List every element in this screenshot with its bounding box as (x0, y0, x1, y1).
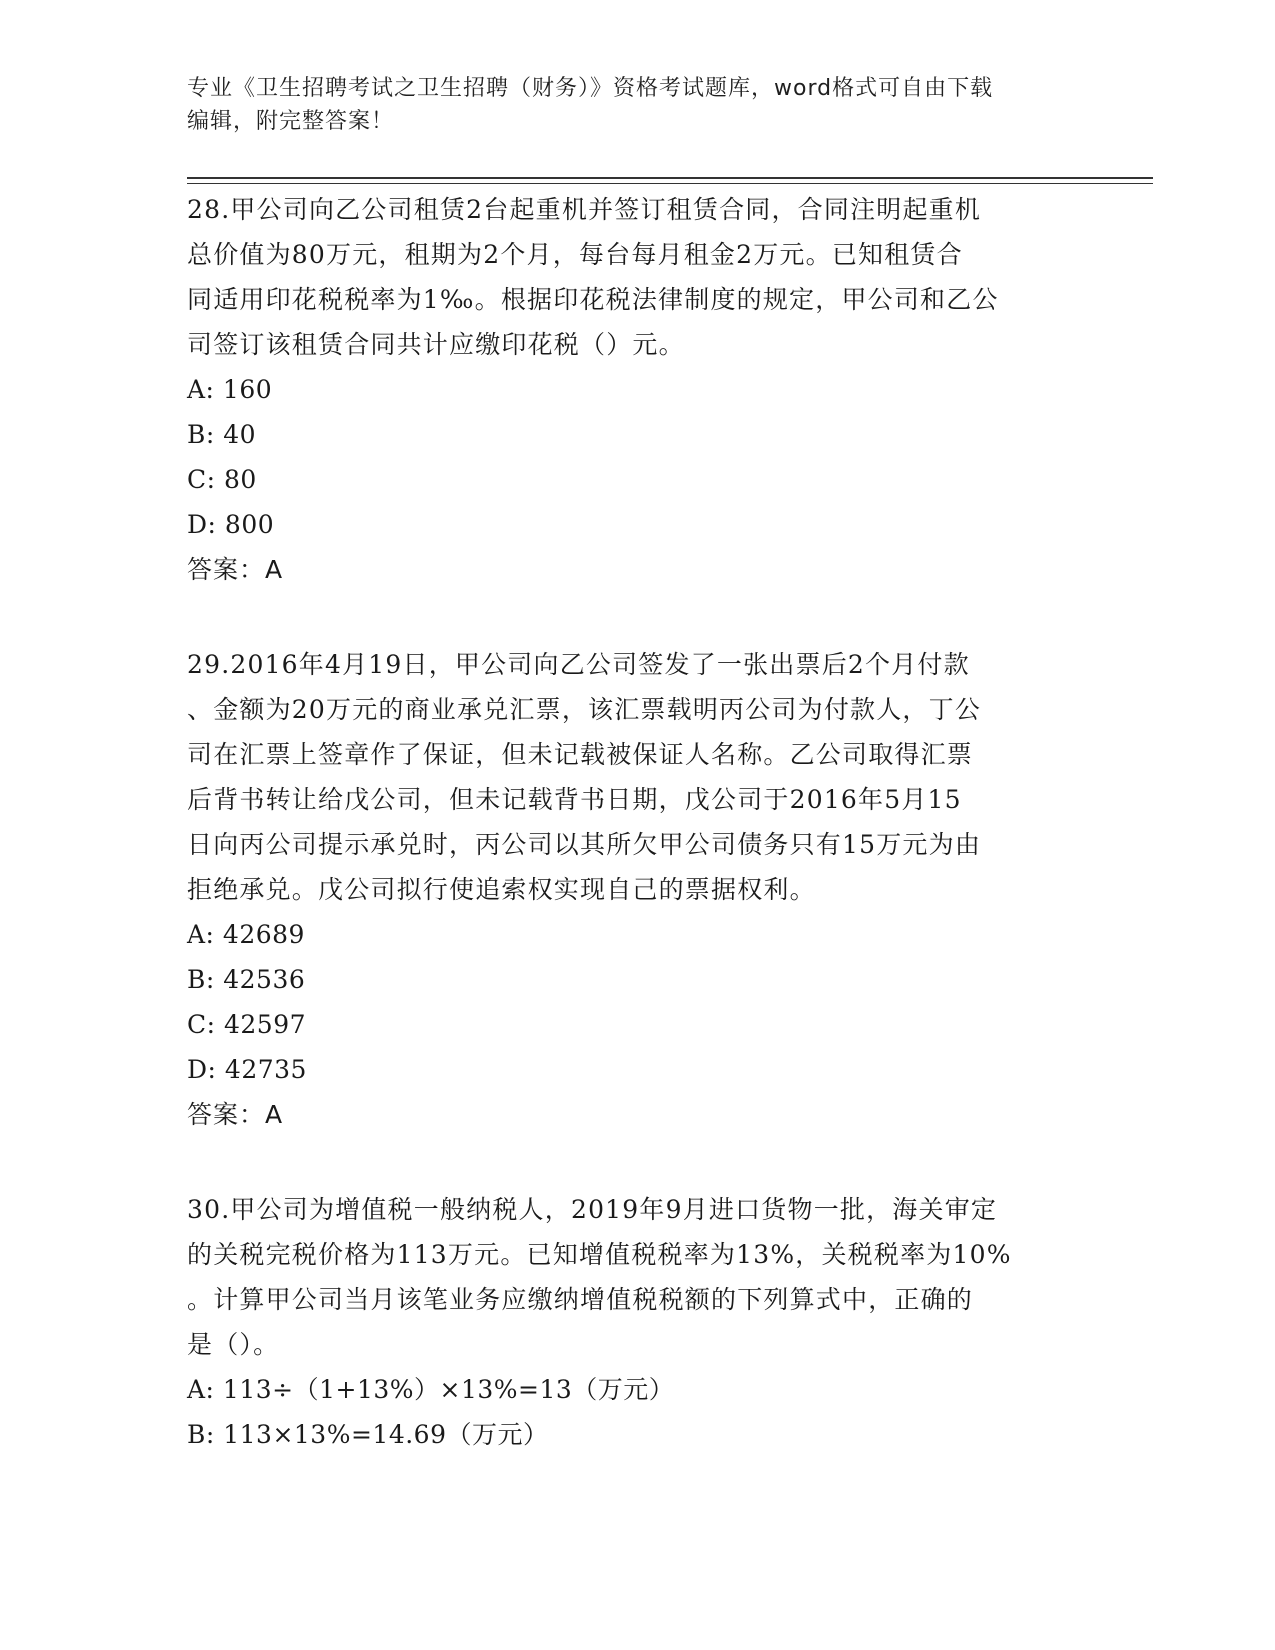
question-29-line-2: 、金额为20万元的商业承兑汇票，该汇票载明丙公司为付款人，丁公 (187, 695, 982, 724)
question-28-answer: 答案：A (187, 555, 284, 584)
question-29-option-d: D: 42735 (187, 1055, 307, 1084)
question-28-line-3: 同适用印花税税率为1‰。根据印花税法律制度的规定，甲公司和乙公 (187, 285, 999, 314)
question-30-line-2: 的关税完税价格为113万元。已知增值税税率为13%，关税税率为10% (187, 1240, 1012, 1269)
question-29-option-c: C: 42597 (187, 1010, 307, 1039)
question-28-option-a: A: 160 (187, 375, 273, 404)
question-30-line-1: 30.甲公司为增值税一般纳税人，2019年9月进口货物一批，海关审定 (187, 1195, 998, 1224)
question-30-option-a: A: 113÷（1+13%）×13%=13（万元） (187, 1375, 675, 1404)
question-28 (187, 187, 1087, 592)
question-28-line-4: 司签订该租赁合同共计应缴印花税（）元。 (187, 330, 685, 359)
question-29-line-6: 拒绝承兑。戊公司拟行使追索权实现自己的票据权利。 (187, 875, 816, 904)
header-divider-thin (187, 183, 1153, 184)
question-29-option-b: B: 42536 (187, 965, 306, 994)
question-30-line-4: 是（）。 (187, 1330, 280, 1359)
question-30 (187, 1187, 1087, 1457)
question-30-option-b: B: 113×13%=14.69（万元） (187, 1420, 549, 1449)
header-line-1: 专业《卫生招聘考试之卫生招聘（财务）》资格考试题库，word格式可自由下载 (187, 76, 994, 101)
question-30-line-3: 。计算甲公司当月该笔业务应缴纳增值税税额的下列算式中，正确的 (187, 1285, 974, 1314)
question-28-option-c: C: 80 (187, 465, 257, 494)
question-28-option-d: D: 800 (187, 510, 275, 539)
question-29-line-1: 29.2016年4月19日，甲公司向乙公司签发了一张出票后2个月付款 (187, 650, 970, 679)
question-29-line-3: 司在汇票上签章作了保证，但未记载被保证人名称。乙公司取得汇票 (187, 740, 974, 769)
document-header (187, 72, 1087, 138)
question-29-answer: 答案：A (187, 1100, 284, 1129)
question-29-option-a: A: 42689 (187, 920, 305, 949)
question-28-option-b: B: 40 (187, 420, 257, 449)
question-29-line-4: 后背书转让给戊公司，但未记载背书日期，戊公司于2016年5月15 (187, 785, 962, 814)
header-line-2: 编辑，附完整答案！ (187, 109, 395, 134)
question-29 (187, 642, 1087, 1137)
question-29-line-5: 日向丙公司提示承兑时，丙公司以其所欠甲公司债务只有15万元为由 (187, 830, 982, 859)
question-28-line-1: 28.甲公司向乙公司租赁2台起重机并签订租赁合同，合同注明起重机 (187, 195, 982, 224)
header-divider-thick (187, 177, 1153, 179)
question-28-line-2: 总价值为80万元，租期为2个月，每台每月租金2万元。已知租赁合 (187, 240, 963, 269)
